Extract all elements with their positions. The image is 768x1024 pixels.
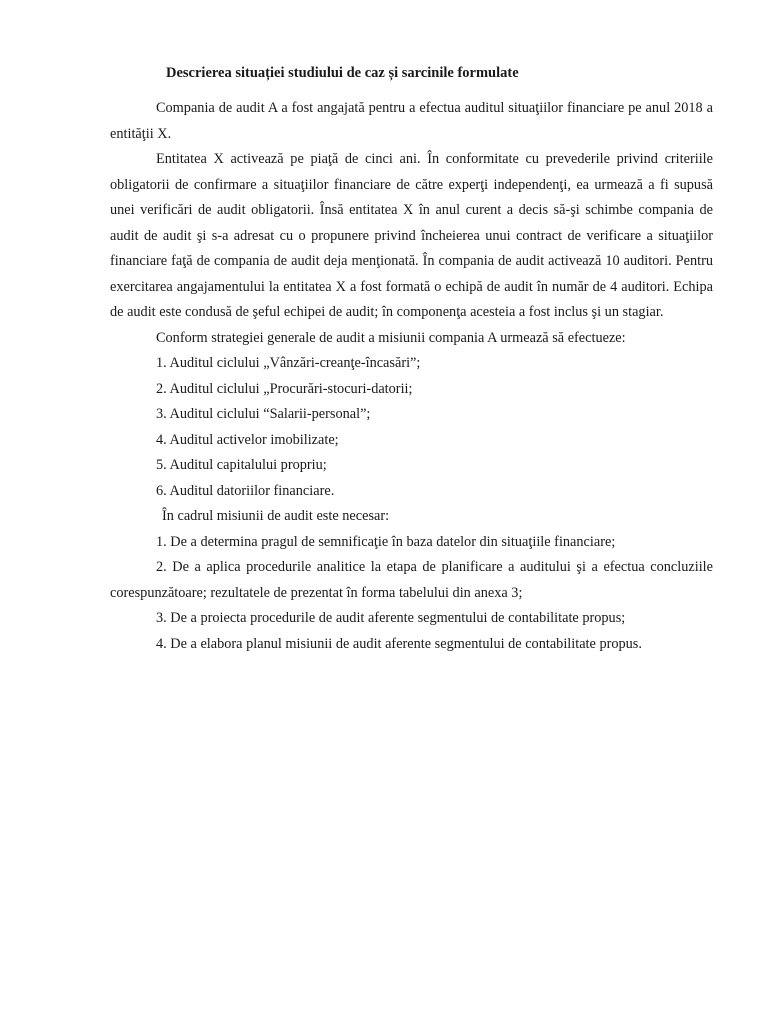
tasks-intro: În cadrul misiunii de audit este necesar: [162,508,390,524]
strategy-intro: Conform strategiei generale de audit a misiunii compania A urmează să efectueze: [156,329,626,346]
tasks-list [110,530,713,658]
list-item: 5. Auditul capitalului propriu; [156,457,327,473]
task-item: 2. De a aplica procedurile analitice la etapa de planificare a auditului şi a efectua concluziile corespunzătoare; rezultatele de prezentat în forma tabelului din anexa 3; [110,559,713,601]
list-item: 3. Auditul ciclului “Salarii-personal”; [156,406,371,422]
list-item: 6. Auditul datoriilor financiare. [156,482,335,499]
document-title: Descrierea situației studiului de caz și sarcinile formulate [166,65,519,81]
task-item: 3. De a proiecta procedurile de audit aferente segmentului de contabilitate propus; [156,610,626,626]
list-item: 4. Auditul activelor imobilizate; [156,431,339,448]
list-item: 1. Auditul ciclului „Vânzări-creanţe-încasări”; [156,355,421,371]
strategy-list [110,351,713,504]
list-item: 2. Auditul ciclului „Procurări-stocuri-datorii; [156,380,413,397]
task-item: 1. De a determina pragul de semnificaţie în baza datelor din situaţiile financiare; [156,533,616,550]
intro-paragraph: Compania de audit A a fost angajată pentru a efectua auditul situaţiilor financiare pe anul 2018 a entităţii X. [110,100,713,142]
task-item: 4. De a elabora planul misiunii de audit aferente segmentului de contabilitate propus. [156,635,642,652]
context-paragraph: Entitatea X activează pe piaţă de cinci ani. În conformitate cu prevederile privind criteriile obligatorii de confirmare a situaţiilor financiare de către experţi independenţi, ea urmează a fi supusă unei verificări de audit obligatorii. Însă entitatea X în anul curent a decis să-şi schimbe compania de audit de audit şi s-a adresat cu o propunere privind încheierea unui contract de verificare a situaţiilor financiare faţă de compania de audit deja menţionată. În compania de audit activează 10 auditori. Pentru exercitarea angajamentului la entitatea X a fost formată o echipă de audit în număr de 4 auditori. Echipa de audit este condusă de şeful echipei de audit; în componenţa acesteia a fost inclus şi un stagiar. [110,151,713,320]
